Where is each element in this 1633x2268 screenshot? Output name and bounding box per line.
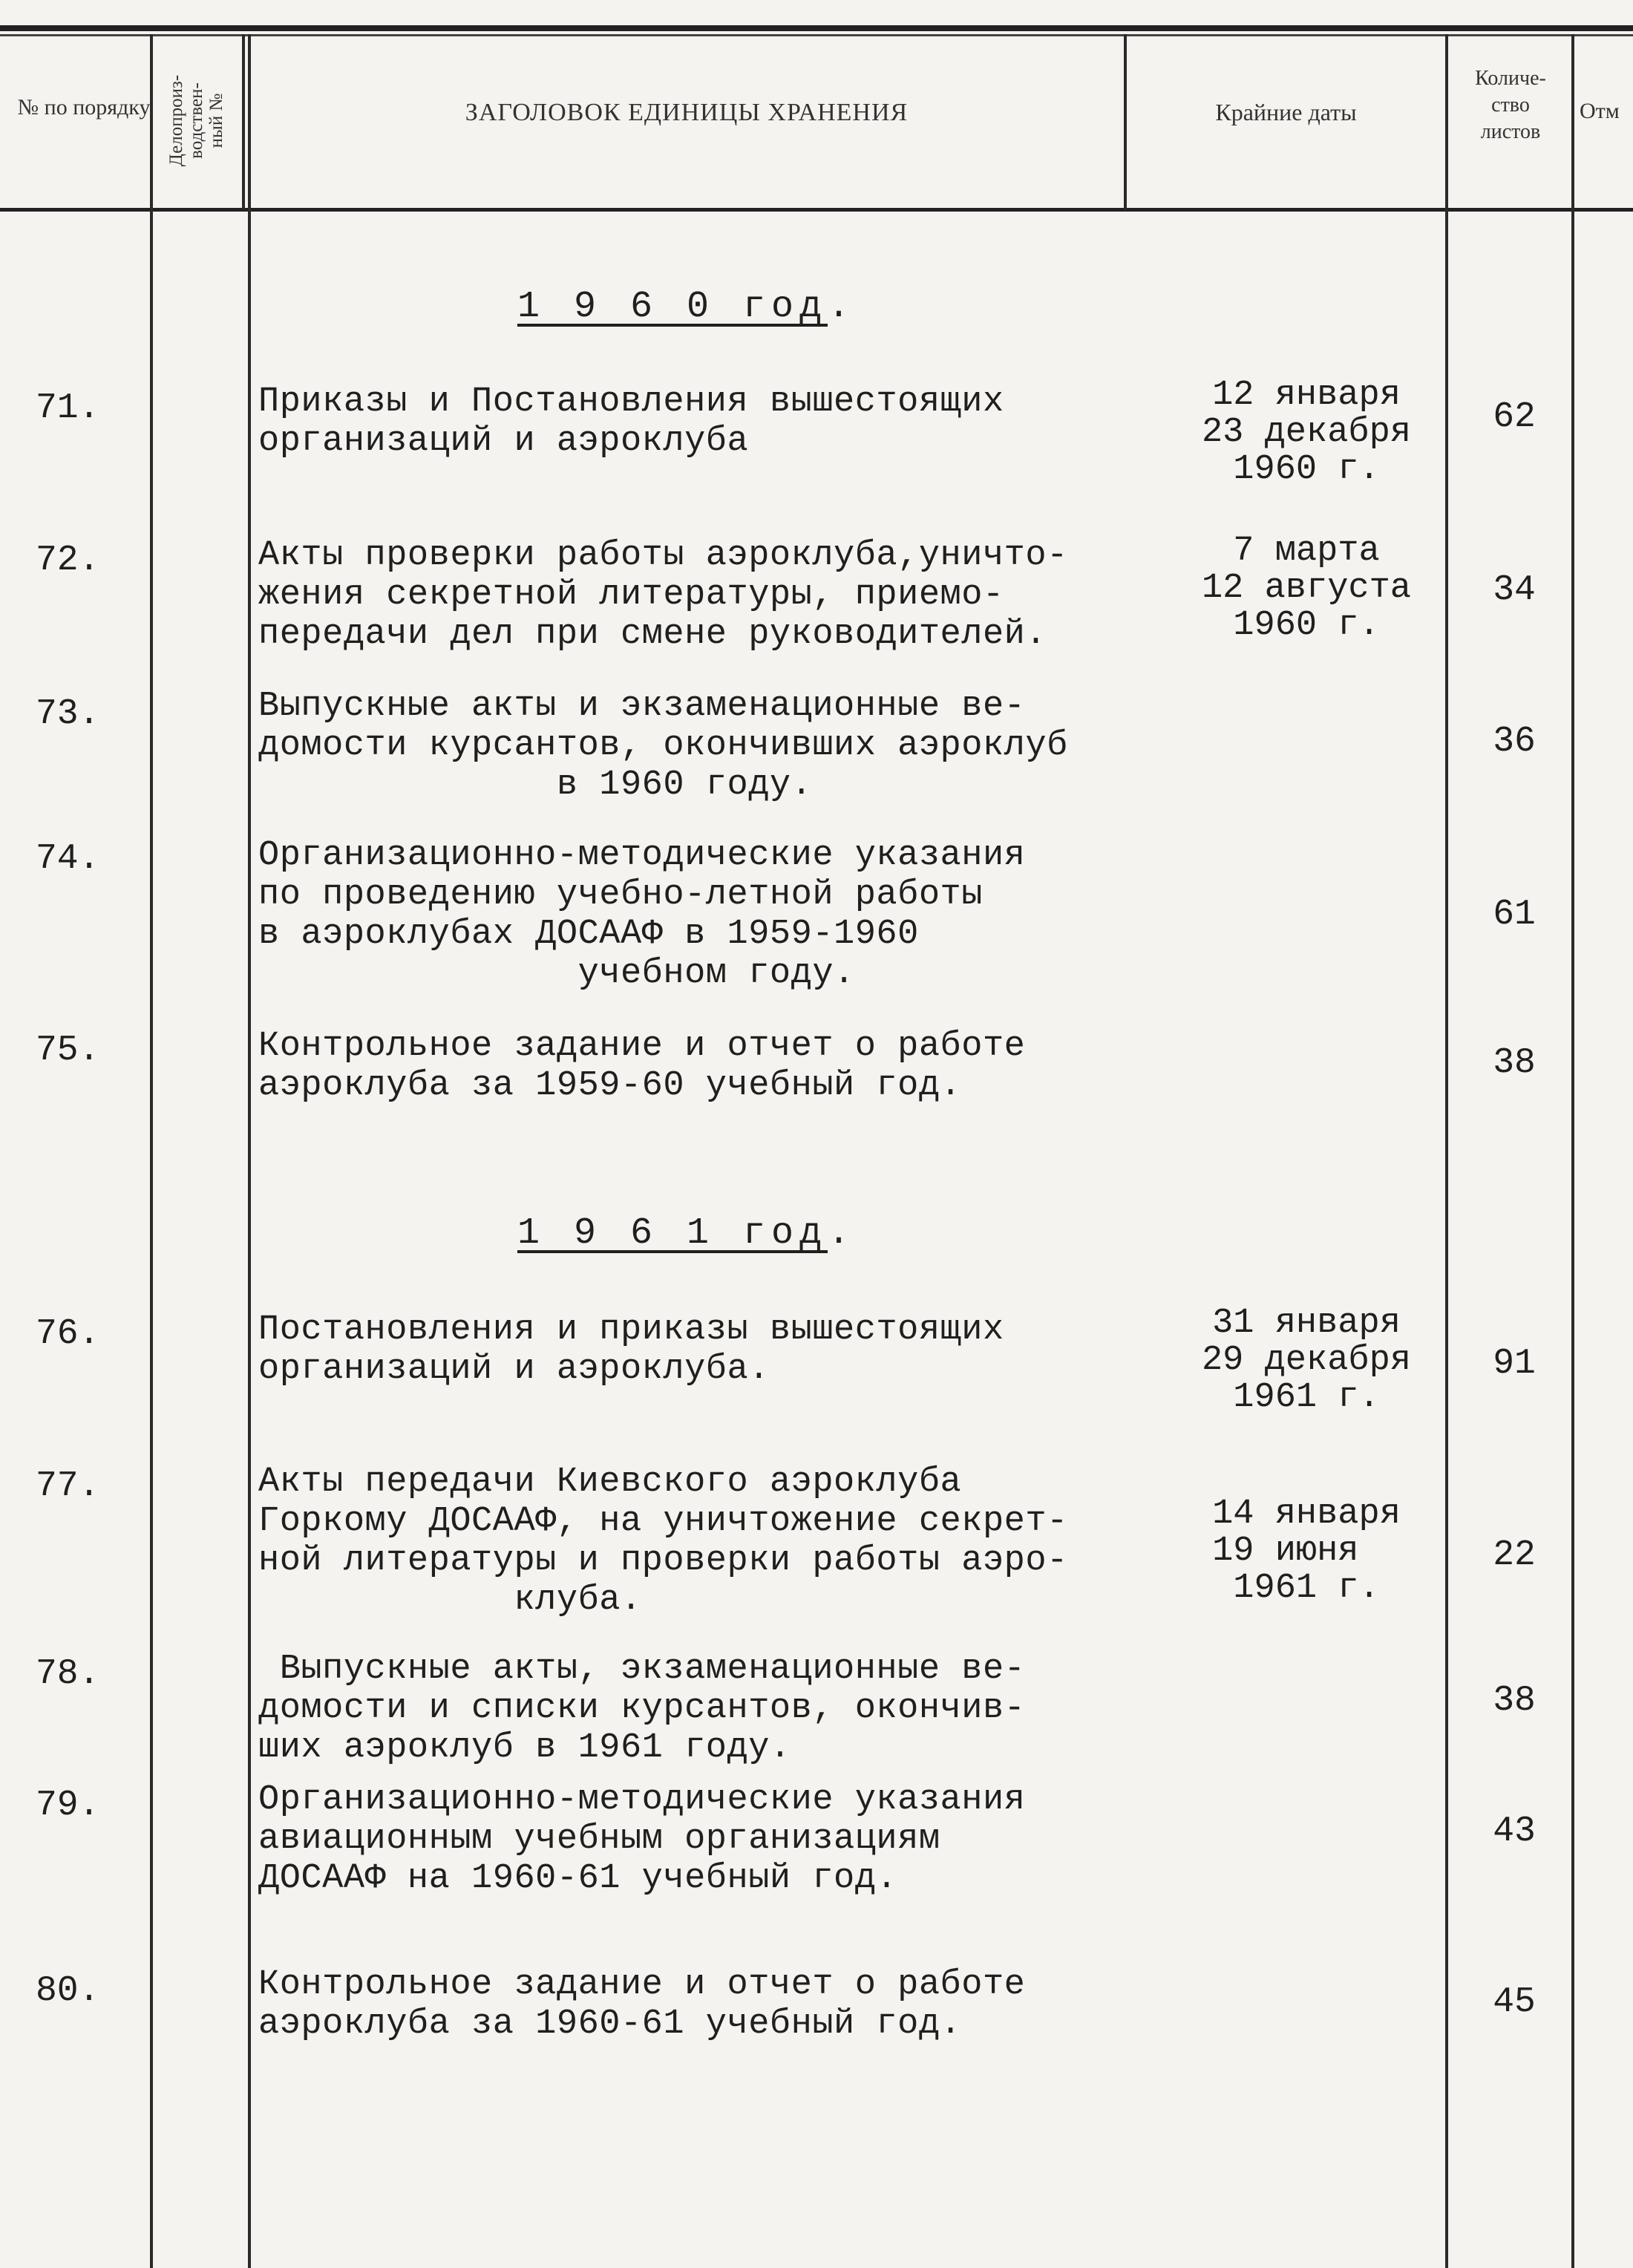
header-office-number-label: Делопроиз- водствен- ный № [166,74,227,166]
column-divider-3 [248,34,251,2268]
item-title: Выпускные акты, экзаменационные ве- домости и списки курсантов, окончив- ших аэроклуб в 1961 году. [258,1650,1026,1768]
item-dates: 7 марта 12 августа 1960 г. [1201,532,1412,645]
column-divider-5 [1445,34,1448,2268]
header-office-number [152,46,241,195]
item-title: Акты проверки работы аэроклуба,уничто- жения секретной литературы, приемо- передачи дел при смене руководителей. [258,536,1068,654]
item-sheet-count: 36 [1493,722,1536,762]
item-number: 72. [36,540,100,581]
header-title: ЗАГОЛОВОК ЕДИНИЦЫ ХРАНЕНИЯ [465,99,909,126]
item-number: 74. [36,839,100,879]
item-number: 78. [36,1654,100,1694]
column-divider-1 [150,34,153,2268]
year-heading-1960: 1 9 6 0 год. [517,286,857,328]
top-rule-secondary [0,34,1633,36]
column-divider-2 [242,34,245,209]
item-sheet-count: 62 [1493,397,1536,437]
column-divider-6 [1571,34,1574,2268]
item-title: Организационно-методические указания по проведению учебно-летной работы в аэроклубах ДОСААФ в 1959-1960 учебном году. [258,836,1026,993]
header-sheet-count: Количе- ство листов [1475,67,1546,143]
item-sheet-count: 22 [1493,1535,1536,1575]
item-title: Выпускные акты и экзаменационные ве- домости курсантов, окончивших аэроклуб в 1960 году. [258,687,1068,805]
item-sheet-count: 45 [1493,1982,1536,2022]
item-number: 77. [36,1466,100,1506]
item-title: Акты передачи Киевского аэроклуба Горкому ДОСААФ, на уничтожение секрет- ной литературы и проверки работы аэро- клуба. [258,1463,1068,1620]
header-bottom-rule [0,208,1633,212]
item-sheet-count: 38 [1493,1043,1536,1083]
item-title: Контрольное задание и отчет о работе аэроклуба за 1960-61 учебный год. [258,1965,1026,2044]
item-number: 79. [36,1785,100,1826]
item-dates: 12 января 23 декабря 1960 г. [1201,376,1412,489]
item-number: 71. [36,388,100,428]
item-title: Постановления и приказы вышестоящих организаций и аэроклуба. [258,1310,1004,1389]
header-notes: Отм [1580,99,1620,123]
item-title: Организационно-методические указания авиационным учебным организациям ДОСААФ на 1960-61 учебный год. [258,1780,1026,1898]
header-dates: Крайние даты [1215,99,1357,125]
item-dates: 14 января 19 июня 1961 г. [1212,1494,1401,1608]
item-title: Контрольное задание и отчет о работе аэроклуба за 1959-60 учебный год. [258,1027,1026,1105]
top-rule [0,25,1633,31]
year-heading-1961: 1 9 6 1 год. [517,1212,857,1255]
item-number: 73. [36,694,100,734]
item-number: 76. [36,1314,100,1354]
item-title: Приказы и Постановления вышестоящих организаций и аэроклуба [258,382,1004,461]
item-number: 75. [36,1030,100,1071]
header-number: № по порядку [17,95,151,120]
item-sheet-count: 34 [1493,570,1536,610]
item-sheet-count: 43 [1493,1811,1536,1852]
item-number: 80. [36,1971,100,2011]
item-sheet-count: 91 [1493,1344,1536,1384]
item-sheet-count: 61 [1493,895,1536,935]
item-dates: 31 января 29 декабря 1961 г. [1201,1304,1412,1417]
item-sheet-count: 38 [1493,1681,1536,1721]
